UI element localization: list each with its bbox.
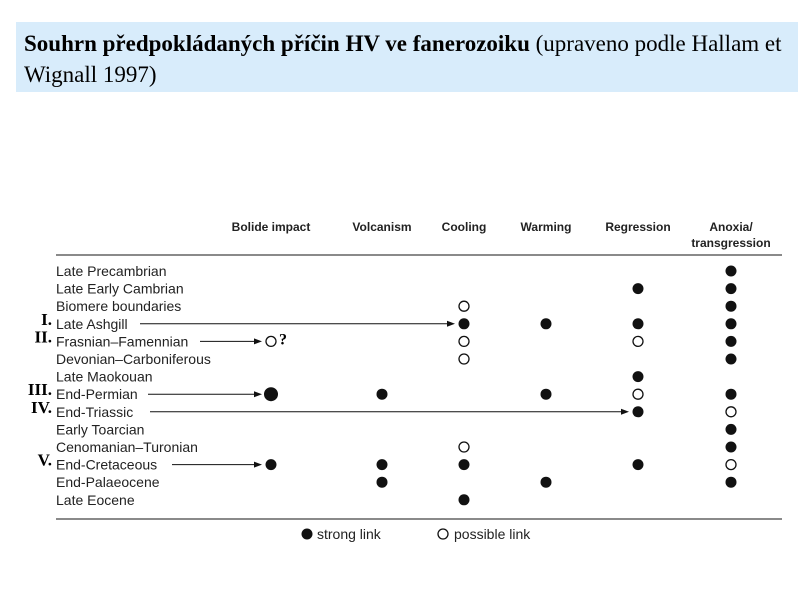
link-marks: [264, 266, 737, 506]
annotation-numeral: IV.: [31, 397, 52, 417]
possible-link-dot: [459, 336, 469, 346]
row-label: Devonian–Carboniferous: [56, 351, 211, 367]
strong-link-dot: [726, 336, 737, 347]
row-label: Cenomanian–Turonian: [56, 439, 198, 455]
strong-link-dot: [726, 301, 737, 312]
strong-link-dot: [266, 459, 277, 470]
strong-link-dot: [633, 406, 644, 417]
strong-link-dot: [459, 494, 470, 505]
possible-link-dot: [266, 336, 276, 346]
possible-link-dot: [633, 389, 643, 399]
row-label: Late Precambrian: [56, 263, 167, 279]
legend: [302, 526, 532, 542]
arrow-head: [447, 321, 455, 327]
possible-link-dot: [459, 442, 469, 452]
row-label: Late Eocene: [56, 491, 135, 508]
row-label: Late Ashgill: [56, 315, 128, 332]
annotation-numeral: II.: [34, 327, 52, 347]
strong-link-dot: [459, 459, 470, 470]
strong-link-dot: [459, 318, 470, 329]
strong-link-dot: [633, 283, 644, 294]
column-header-2: Cooling: [441, 220, 487, 234]
strong-link-dot: [726, 283, 737, 294]
strong-link-dot: [541, 389, 552, 400]
row-label: Late Maokouan: [56, 368, 153, 385]
strong-link-dot: [726, 442, 737, 453]
strong-link-dot: [726, 389, 737, 400]
possible-link-dot: [726, 460, 736, 470]
column-header-1: Volcanism: [352, 220, 412, 234]
row-label: Early Toarcian: [56, 421, 145, 438]
annotation-numeral: III.: [27, 380, 52, 400]
strong-link-dot: [726, 354, 737, 365]
row-label: Biomere boundaries: [56, 298, 182, 315]
strong-link-dot: [726, 266, 737, 277]
legend-possible-dot: [438, 529, 448, 539]
column-header-5-line-0: Anoxia/: [709, 220, 753, 234]
uncertain-mark: ?: [279, 331, 287, 349]
column-header-5-line-1: transgression: [691, 236, 771, 250]
column-header-3: Warming: [520, 220, 572, 234]
strong-link-dot: [377, 459, 388, 470]
possible-link-dot: [459, 354, 469, 364]
row-label: End-Palaeocene: [56, 474, 160, 491]
possible-link-dot: [459, 301, 469, 311]
title-normal: (upraveno podle Hallam et Wignall 1997): [24, 31, 782, 87]
annotation-numeral: I.: [41, 309, 52, 329]
strong-link-dot: [726, 477, 737, 488]
annotation-numeral: V.: [37, 450, 52, 470]
strong-link-dot: [633, 371, 644, 382]
row-label: Frasnian–Famennian: [56, 333, 189, 350]
column-headers: [232, 220, 771, 250]
arrow-head: [254, 462, 262, 468]
legend-strong-label: strong link: [317, 526, 381, 542]
strong-link-dot: [377, 389, 388, 400]
strong-link-dot: [377, 477, 388, 488]
row-label: End-Triassic: [56, 403, 134, 420]
legend-possible-label: possible link: [454, 526, 531, 542]
arrow-head: [254, 338, 262, 344]
possible-link-dot: [726, 407, 736, 417]
possible-link-dot: [633, 336, 643, 346]
legend-strong-dot: [302, 529, 313, 540]
strong-link-dot: [541, 477, 552, 488]
row-label: End-Cretaceous: [56, 456, 158, 473]
strong-link-dot: [633, 459, 644, 470]
row-labels: [56, 263, 211, 508]
strong-link-dot: [264, 387, 278, 401]
arrow-head: [621, 409, 629, 415]
title-bold: Souhrn předpokládaných příčin HV ve fanerozoiku: [24, 31, 530, 56]
column-header-4: Regression: [605, 220, 671, 234]
arrow-head: [254, 391, 262, 397]
strong-link-dot: [726, 424, 737, 435]
strong-link-dot: [726, 318, 737, 329]
row-label: Late Early Cambrian: [56, 280, 184, 297]
strong-link-dot: [541, 318, 552, 329]
column-header-0: Bolide impact: [231, 220, 311, 234]
strong-link-dot: [633, 318, 644, 329]
row-label: End-Permian: [56, 386, 138, 403]
